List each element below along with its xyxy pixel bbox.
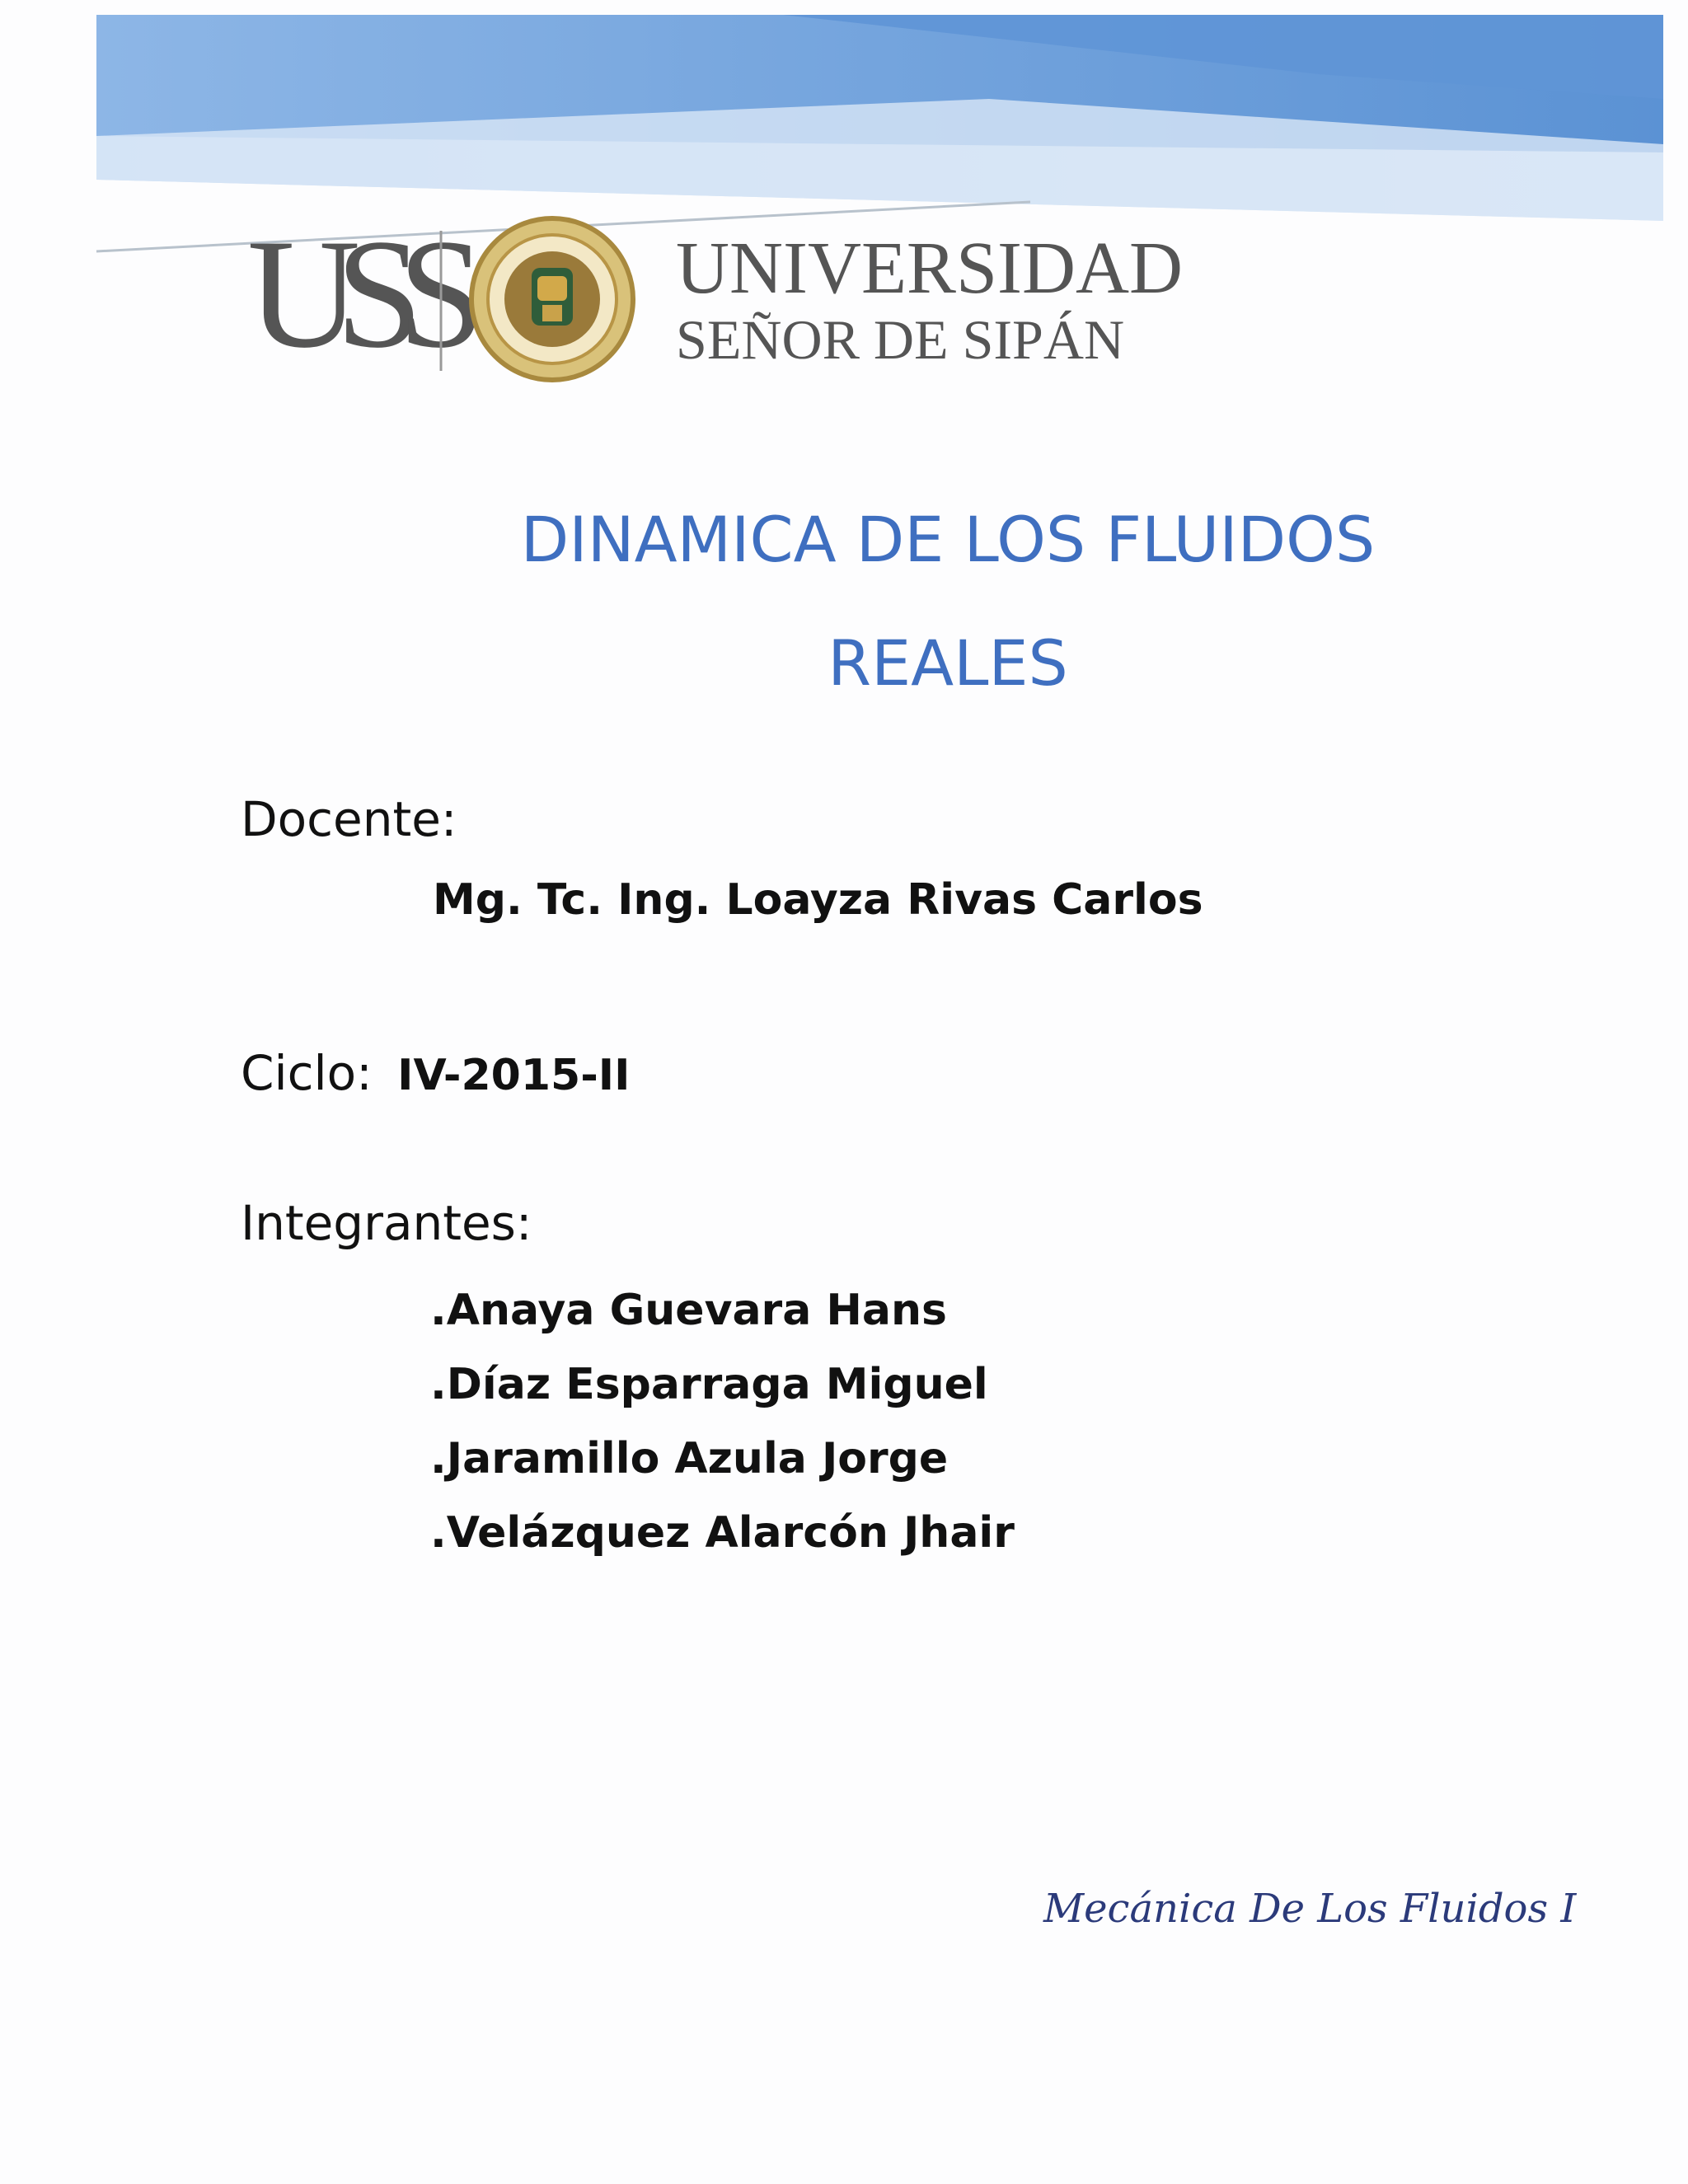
ciclo-row <box>241 1045 631 1101</box>
ciclo-label: Ciclo: <box>241 1045 373 1101</box>
member-item: .Díaz Esparraga Miguel <box>430 1360 988 1409</box>
footer-course-name: Mecánica De Los Fluidos I <box>1043 1886 1577 1932</box>
university-logo <box>247 210 1203 416</box>
member-item: .Anaya Guevara Hans <box>430 1286 947 1335</box>
member-item: .Velázquez Alarcón Jhair <box>430 1508 1015 1558</box>
docente-name: Mg. Tc. Ing. Loayza Rivas Carlos <box>433 875 1203 925</box>
document-title-line2: REALES <box>828 626 1068 700</box>
university-seal-icon <box>471 218 633 380</box>
docente-label: Docente: <box>241 791 457 847</box>
university-name-line1: UNIVERSIDAD <box>676 227 1183 309</box>
ciclo-value: IV-2015-II <box>397 1051 631 1100</box>
uss-monogram: USS <box>247 210 461 381</box>
integrantes-label: Integrantes: <box>241 1195 532 1251</box>
document-title-line1: DINAMICA DE LOS FLUIDOS <box>520 503 1376 576</box>
member-item: .Jaramillo Azula Jorge <box>430 1434 949 1483</box>
university-name-line2: SEÑOR DE SIPÁN <box>676 308 1125 371</box>
